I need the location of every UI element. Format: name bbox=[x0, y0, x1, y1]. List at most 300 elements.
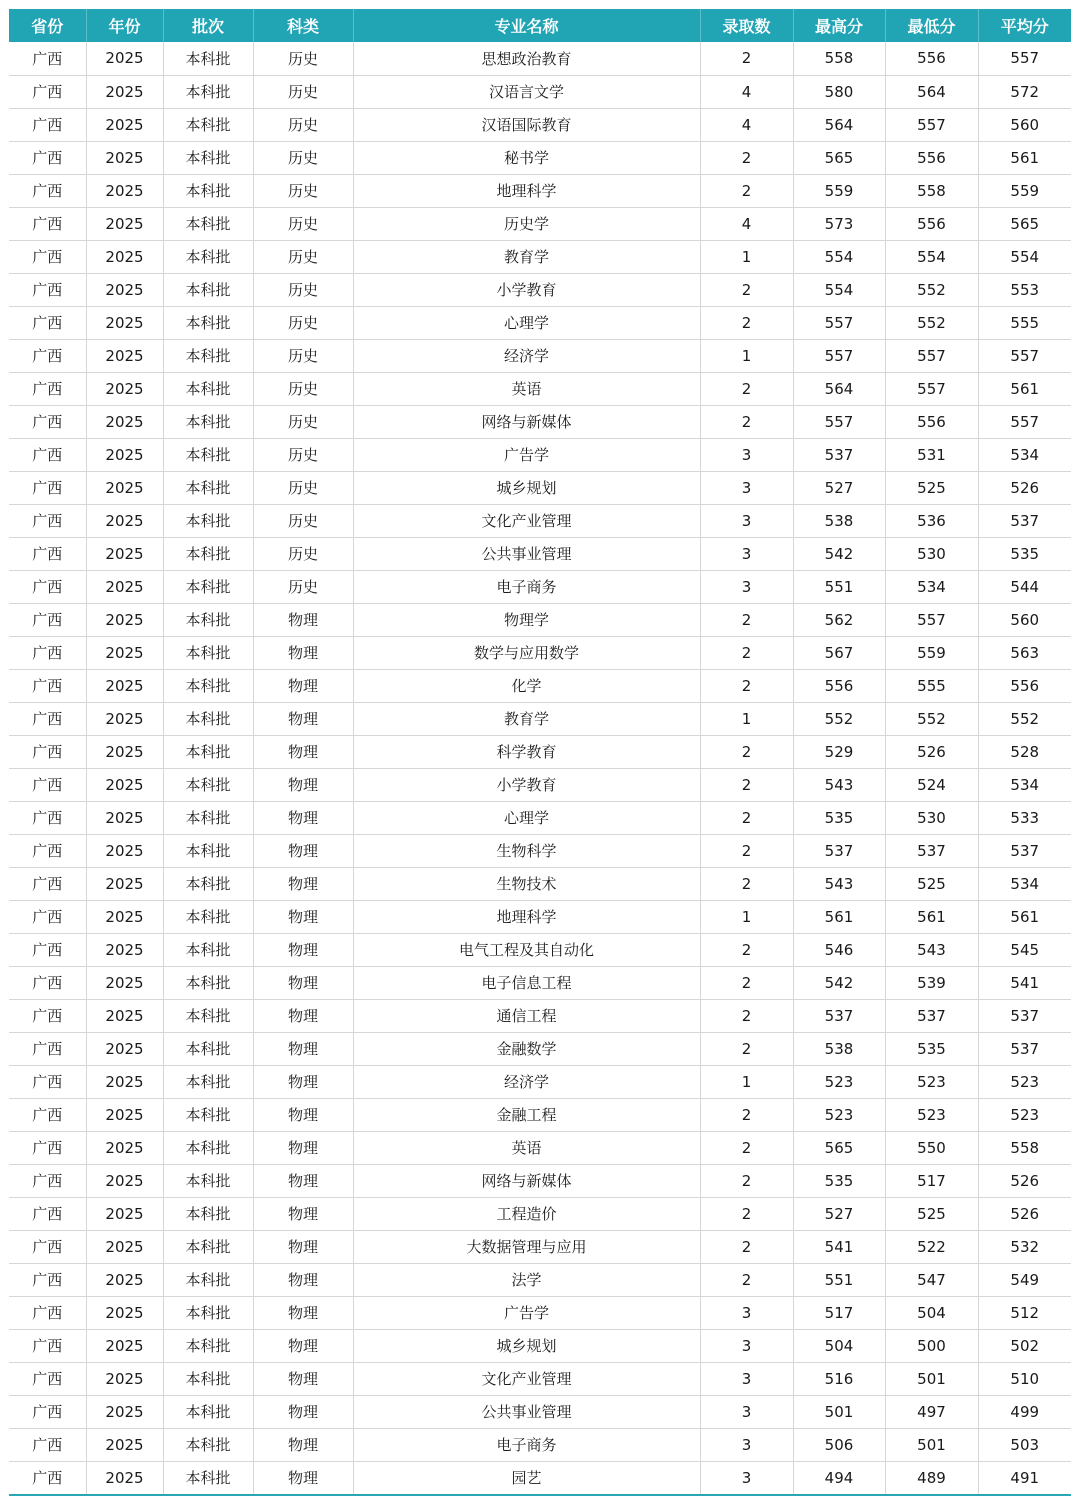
table-row bbox=[9, 1296, 1071, 1329]
table-row bbox=[9, 1362, 1071, 1395]
cell-min-score: 547 bbox=[885, 1263, 978, 1296]
cell-major-name: 广告学 bbox=[353, 438, 700, 471]
table-row bbox=[9, 834, 1071, 867]
cell-subject-category: 历史 bbox=[253, 174, 353, 207]
header-major-name[interactable]: 专业名称 bbox=[353, 9, 700, 42]
cell-max-score: 527 bbox=[793, 1197, 885, 1230]
cell-subject-category: 历史 bbox=[253, 339, 353, 372]
cell-max-score: 542 bbox=[793, 966, 885, 999]
cell-province: 广西 bbox=[9, 867, 86, 900]
cell-subject-category: 历史 bbox=[253, 306, 353, 339]
cell-major-name: 心理学 bbox=[353, 801, 700, 834]
cell-subject-category: 物理 bbox=[253, 1395, 353, 1428]
cell-province: 广西 bbox=[9, 735, 86, 768]
cell-province: 广西 bbox=[9, 1461, 86, 1494]
cell-major-name: 经济学 bbox=[353, 1065, 700, 1098]
table-header-row bbox=[9, 9, 1071, 42]
cell-max-score: 537 bbox=[793, 999, 885, 1032]
cell-province: 广西 bbox=[9, 339, 86, 372]
cell-admitted-count: 1 bbox=[700, 900, 793, 933]
cell-batch: 本科批 bbox=[163, 1362, 253, 1395]
cell-subject-category: 物理 bbox=[253, 867, 353, 900]
cell-subject-category: 物理 bbox=[253, 1362, 353, 1395]
table-row bbox=[9, 636, 1071, 669]
cell-batch: 本科批 bbox=[163, 537, 253, 570]
cell-year: 2025 bbox=[86, 834, 163, 867]
cell-major-name: 网络与新媒体 bbox=[353, 405, 700, 438]
cell-avg-score: 554 bbox=[978, 240, 1071, 273]
cell-avg-score: 534 bbox=[978, 438, 1071, 471]
cell-max-score: 538 bbox=[793, 504, 885, 537]
table-row bbox=[9, 801, 1071, 834]
cell-admitted-count: 3 bbox=[700, 1362, 793, 1395]
cell-min-score: 556 bbox=[885, 405, 978, 438]
cell-batch: 本科批 bbox=[163, 768, 253, 801]
cell-min-score: 555 bbox=[885, 669, 978, 702]
cell-subject-category: 历史 bbox=[253, 42, 353, 75]
table-row bbox=[9, 405, 1071, 438]
cell-avg-score: 537 bbox=[978, 504, 1071, 537]
cell-year: 2025 bbox=[86, 669, 163, 702]
cell-batch: 本科批 bbox=[163, 1296, 253, 1329]
table-row bbox=[9, 1329, 1071, 1362]
cell-major-name: 城乡规划 bbox=[353, 471, 700, 504]
cell-year: 2025 bbox=[86, 1362, 163, 1395]
cell-max-score: 561 bbox=[793, 900, 885, 933]
table-row bbox=[9, 1461, 1071, 1494]
table-row bbox=[9, 372, 1071, 405]
cell-max-score: 516 bbox=[793, 1362, 885, 1395]
cell-admitted-count: 2 bbox=[700, 372, 793, 405]
cell-min-score: 559 bbox=[885, 636, 978, 669]
cell-avg-score: 558 bbox=[978, 1131, 1071, 1164]
cell-province: 广西 bbox=[9, 108, 86, 141]
cell-min-score: 552 bbox=[885, 273, 978, 306]
cell-batch: 本科批 bbox=[163, 1065, 253, 1098]
header-batch[interactable]: 批次 bbox=[163, 9, 253, 42]
table-row bbox=[9, 702, 1071, 735]
admission-table-container bbox=[9, 9, 1071, 1496]
cell-major-name: 城乡规划 bbox=[353, 1329, 700, 1362]
cell-major-name: 文化产业管理 bbox=[353, 1362, 700, 1395]
cell-subject-category: 物理 bbox=[253, 933, 353, 966]
cell-admitted-count: 3 bbox=[700, 438, 793, 471]
cell-major-name: 物理学 bbox=[353, 603, 700, 636]
cell-admitted-count: 1 bbox=[700, 1065, 793, 1098]
header-avg-score[interactable]: 平均分 bbox=[1000, 17, 1049, 36]
cell-batch: 本科批 bbox=[163, 75, 253, 108]
cell-admitted-count: 2 bbox=[700, 966, 793, 999]
cell-major-name: 经济学 bbox=[353, 339, 700, 372]
cell-avg-score: 533 bbox=[978, 801, 1071, 834]
cell-subject-category: 物理 bbox=[253, 1164, 353, 1197]
table-row bbox=[9, 471, 1071, 504]
cell-year: 2025 bbox=[86, 1329, 163, 1362]
cell-admitted-count: 2 bbox=[700, 669, 793, 702]
cell-batch: 本科批 bbox=[163, 735, 253, 768]
cell-subject-category: 物理 bbox=[253, 735, 353, 768]
cell-min-score: 535 bbox=[885, 1032, 978, 1065]
cell-major-name: 化学 bbox=[353, 669, 700, 702]
cell-province: 广西 bbox=[9, 801, 86, 834]
cell-batch: 本科批 bbox=[163, 240, 253, 273]
cell-max-score: 541 bbox=[793, 1230, 885, 1263]
cell-min-score: 523 bbox=[885, 1065, 978, 1098]
cell-batch: 本科批 bbox=[163, 1032, 253, 1065]
header-province[interactable]: 省份 bbox=[9, 9, 86, 42]
cell-avg-score: 534 bbox=[978, 867, 1071, 900]
cell-subject-category: 物理 bbox=[253, 966, 353, 999]
cell-max-score: 554 bbox=[793, 240, 885, 273]
cell-province: 广西 bbox=[9, 504, 86, 537]
cell-major-name: 汉语国际教育 bbox=[353, 108, 700, 141]
cell-min-score: 530 bbox=[885, 537, 978, 570]
cell-batch: 本科批 bbox=[163, 1461, 253, 1494]
cell-admitted-count: 2 bbox=[700, 867, 793, 900]
cell-max-score: 506 bbox=[793, 1428, 885, 1461]
cell-subject-category: 物理 bbox=[253, 801, 353, 834]
cell-province: 广西 bbox=[9, 603, 86, 636]
cell-year: 2025 bbox=[86, 207, 163, 240]
cell-batch: 本科批 bbox=[163, 933, 253, 966]
cell-batch: 本科批 bbox=[163, 504, 253, 537]
cell-batch: 本科批 bbox=[163, 801, 253, 834]
cell-admitted-count: 4 bbox=[700, 207, 793, 240]
cell-subject-category: 历史 bbox=[253, 372, 353, 405]
cell-year: 2025 bbox=[86, 966, 163, 999]
cell-year: 2025 bbox=[86, 438, 163, 471]
cell-max-score: 535 bbox=[793, 801, 885, 834]
cell-province: 广西 bbox=[9, 174, 86, 207]
cell-max-score: 535 bbox=[793, 1164, 885, 1197]
cell-avg-score: 544 bbox=[978, 570, 1071, 603]
cell-max-score: 554 bbox=[793, 273, 885, 306]
table-row bbox=[9, 174, 1071, 207]
cell-min-score: 539 bbox=[885, 966, 978, 999]
cell-min-score: 557 bbox=[885, 339, 978, 372]
table-row bbox=[9, 933, 1071, 966]
cell-subject-category: 历史 bbox=[253, 207, 353, 240]
table-row bbox=[9, 438, 1071, 471]
table-row bbox=[9, 141, 1071, 174]
cell-subject-category: 物理 bbox=[253, 1065, 353, 1098]
cell-max-score: 523 bbox=[793, 1098, 885, 1131]
cell-province: 广西 bbox=[9, 1263, 86, 1296]
cell-batch: 本科批 bbox=[163, 900, 253, 933]
cell-subject-category: 物理 bbox=[253, 834, 353, 867]
cell-subject-category: 物理 bbox=[253, 900, 353, 933]
cell-admitted-count: 1 bbox=[700, 702, 793, 735]
cell-year: 2025 bbox=[86, 537, 163, 570]
cell-province: 广西 bbox=[9, 1329, 86, 1362]
cell-batch: 本科批 bbox=[163, 702, 253, 735]
cell-admitted-count: 3 bbox=[700, 1296, 793, 1329]
cell-avg-score: 565 bbox=[978, 207, 1071, 240]
cell-admitted-count: 4 bbox=[700, 108, 793, 141]
table-row bbox=[9, 900, 1071, 933]
cell-year: 2025 bbox=[86, 735, 163, 768]
cell-min-score: 524 bbox=[885, 768, 978, 801]
cell-avg-score: 557 bbox=[978, 405, 1071, 438]
cell-avg-score: 561 bbox=[978, 141, 1071, 174]
cell-min-score: 556 bbox=[885, 207, 978, 240]
cell-avg-score: 499 bbox=[978, 1395, 1071, 1428]
cell-min-score: 501 bbox=[885, 1362, 978, 1395]
cell-subject-category: 物理 bbox=[253, 1131, 353, 1164]
cell-admitted-count: 2 bbox=[700, 306, 793, 339]
cell-avg-score: 559 bbox=[978, 174, 1071, 207]
cell-avg-score: 535 bbox=[978, 537, 1071, 570]
cell-major-name: 地理科学 bbox=[353, 900, 700, 933]
cell-min-score: 543 bbox=[885, 933, 978, 966]
cell-admitted-count: 2 bbox=[700, 834, 793, 867]
cell-batch: 本科批 bbox=[163, 174, 253, 207]
cell-year: 2025 bbox=[86, 240, 163, 273]
cell-admitted-count: 1 bbox=[700, 240, 793, 273]
cell-admitted-count: 2 bbox=[700, 1164, 793, 1197]
cell-admitted-count: 3 bbox=[700, 504, 793, 537]
cell-max-score: 538 bbox=[793, 1032, 885, 1065]
cell-province: 广西 bbox=[9, 1296, 86, 1329]
header-admitted-count[interactable]: 录取数 bbox=[700, 9, 793, 42]
cell-max-score: 504 bbox=[793, 1329, 885, 1362]
cell-province: 广西 bbox=[9, 537, 86, 570]
cell-subject-category: 物理 bbox=[253, 1461, 353, 1494]
cell-min-score: 504 bbox=[885, 1296, 978, 1329]
cell-year: 2025 bbox=[86, 768, 163, 801]
cell-major-name: 历史学 bbox=[353, 207, 700, 240]
cell-province: 广西 bbox=[9, 570, 86, 603]
cell-avg-score: 502 bbox=[978, 1329, 1071, 1362]
cell-major-name: 法学 bbox=[353, 1263, 700, 1296]
cell-major-name: 汉语言文学 bbox=[353, 75, 700, 108]
cell-batch: 本科批 bbox=[163, 141, 253, 174]
cell-year: 2025 bbox=[86, 306, 163, 339]
cell-max-score: 557 bbox=[793, 405, 885, 438]
cell-province: 广西 bbox=[9, 1032, 86, 1065]
cell-admitted-count: 2 bbox=[700, 768, 793, 801]
cell-min-score: 556 bbox=[885, 141, 978, 174]
cell-major-name: 小学教育 bbox=[353, 768, 700, 801]
cell-province: 广西 bbox=[9, 1395, 86, 1428]
cell-max-score: 556 bbox=[793, 669, 885, 702]
cell-batch: 本科批 bbox=[163, 1428, 253, 1461]
table-row bbox=[9, 768, 1071, 801]
cell-admitted-count: 2 bbox=[700, 273, 793, 306]
cell-avg-score: 557 bbox=[978, 339, 1071, 372]
cell-admitted-count: 2 bbox=[700, 933, 793, 966]
cell-subject-category: 历史 bbox=[253, 504, 353, 537]
cell-batch: 本科批 bbox=[163, 1230, 253, 1263]
table-row bbox=[9, 1263, 1071, 1296]
table-row bbox=[9, 108, 1071, 141]
cell-batch: 本科批 bbox=[163, 339, 253, 372]
cell-subject-category: 物理 bbox=[253, 999, 353, 1032]
cell-batch: 本科批 bbox=[163, 570, 253, 603]
cell-major-name: 电子商务 bbox=[353, 1428, 700, 1461]
cell-major-name: 文化产业管理 bbox=[353, 504, 700, 537]
cell-min-score: 550 bbox=[885, 1131, 978, 1164]
cell-batch: 本科批 bbox=[163, 372, 253, 405]
cell-min-score: 534 bbox=[885, 570, 978, 603]
cell-major-name: 金融工程 bbox=[353, 1098, 700, 1131]
cell-batch: 本科批 bbox=[163, 834, 253, 867]
cell-province: 广西 bbox=[9, 405, 86, 438]
cell-admitted-count: 2 bbox=[700, 141, 793, 174]
cell-batch: 本科批 bbox=[163, 1197, 253, 1230]
table-row bbox=[9, 1032, 1071, 1065]
table-row bbox=[9, 999, 1071, 1032]
cell-max-score: 494 bbox=[793, 1461, 885, 1494]
cell-batch: 本科批 bbox=[163, 636, 253, 669]
cell-avg-score: 512 bbox=[978, 1296, 1071, 1329]
cell-subject-category: 历史 bbox=[253, 75, 353, 108]
cell-min-score: 497 bbox=[885, 1395, 978, 1428]
cell-province: 广西 bbox=[9, 207, 86, 240]
table-row bbox=[9, 1428, 1071, 1461]
table-row bbox=[9, 1230, 1071, 1263]
cell-province: 广西 bbox=[9, 75, 86, 108]
cell-province: 广西 bbox=[9, 240, 86, 273]
cell-max-score: 537 bbox=[793, 834, 885, 867]
header-year[interactable]: 年份 bbox=[86, 9, 163, 42]
cell-batch: 本科批 bbox=[163, 471, 253, 504]
cell-batch: 本科批 bbox=[163, 42, 253, 75]
cell-admitted-count: 3 bbox=[700, 1461, 793, 1494]
cell-avg-score: 552 bbox=[978, 702, 1071, 735]
cell-year: 2025 bbox=[86, 174, 163, 207]
cell-province: 广西 bbox=[9, 999, 86, 1032]
cell-avg-score: 545 bbox=[978, 933, 1071, 966]
cell-avg-score: 526 bbox=[978, 1197, 1071, 1230]
cell-subject-category: 历史 bbox=[253, 141, 353, 174]
table-row bbox=[9, 603, 1071, 636]
cell-year: 2025 bbox=[86, 141, 163, 174]
cell-batch: 本科批 bbox=[163, 273, 253, 306]
cell-batch: 本科批 bbox=[163, 1395, 253, 1428]
table-row bbox=[9, 1395, 1071, 1428]
cell-min-score: 523 bbox=[885, 1098, 978, 1131]
cell-admitted-count: 3 bbox=[700, 537, 793, 570]
cell-province: 广西 bbox=[9, 636, 86, 669]
cell-year: 2025 bbox=[86, 1065, 163, 1098]
cell-year: 2025 bbox=[86, 405, 163, 438]
table-row bbox=[9, 537, 1071, 570]
cell-avg-score: 526 bbox=[978, 471, 1071, 504]
table-row bbox=[9, 240, 1071, 273]
cell-province: 广西 bbox=[9, 1131, 86, 1164]
cell-year: 2025 bbox=[86, 108, 163, 141]
cell-admitted-count: 2 bbox=[700, 801, 793, 834]
cell-subject-category: 历史 bbox=[253, 471, 353, 504]
cell-major-name: 心理学 bbox=[353, 306, 700, 339]
table-row bbox=[9, 273, 1071, 306]
table-body bbox=[9, 42, 1071, 1494]
cell-batch: 本科批 bbox=[163, 1098, 253, 1131]
cell-year: 2025 bbox=[86, 372, 163, 405]
cell-subject-category: 历史 bbox=[253, 108, 353, 141]
cell-min-score: 525 bbox=[885, 471, 978, 504]
table-row bbox=[9, 1131, 1071, 1164]
cell-min-score: 557 bbox=[885, 603, 978, 636]
cell-major-name: 思想政治教育 bbox=[353, 42, 700, 75]
cell-year: 2025 bbox=[86, 273, 163, 306]
cell-min-score: 525 bbox=[885, 1197, 978, 1230]
cell-min-score: 537 bbox=[885, 999, 978, 1032]
cell-max-score: 552 bbox=[793, 702, 885, 735]
cell-min-score: 552 bbox=[885, 702, 978, 735]
table-row bbox=[9, 867, 1071, 900]
table-row bbox=[9, 207, 1071, 240]
cell-batch: 本科批 bbox=[163, 438, 253, 471]
cell-major-name: 公共事业管理 bbox=[353, 537, 700, 570]
cell-avg-score: 537 bbox=[978, 1032, 1071, 1065]
cell-subject-category: 历史 bbox=[253, 438, 353, 471]
header-max-score[interactable]: 最高分 bbox=[793, 9, 885, 42]
cell-avg-score: 549 bbox=[978, 1263, 1071, 1296]
cell-subject-category: 物理 bbox=[253, 1428, 353, 1461]
cell-avg-score: 526 bbox=[978, 1164, 1071, 1197]
cell-max-score: 523 bbox=[793, 1065, 885, 1098]
cell-avg-score: 561 bbox=[978, 372, 1071, 405]
cell-min-score: 489 bbox=[885, 1461, 978, 1494]
cell-subject-category: 历史 bbox=[253, 405, 353, 438]
cell-min-score: 552 bbox=[885, 306, 978, 339]
cell-province: 广西 bbox=[9, 141, 86, 174]
cell-major-name: 电子商务 bbox=[353, 570, 700, 603]
cell-max-score: 557 bbox=[793, 306, 885, 339]
cell-major-name: 广告学 bbox=[353, 1296, 700, 1329]
cell-max-score: 580 bbox=[793, 75, 885, 108]
cell-avg-score: 541 bbox=[978, 966, 1071, 999]
cell-avg-score: 523 bbox=[978, 1065, 1071, 1098]
cell-province: 广西 bbox=[9, 1065, 86, 1098]
cell-year: 2025 bbox=[86, 1131, 163, 1164]
cell-province: 广西 bbox=[9, 834, 86, 867]
cell-avg-score: 491 bbox=[1010, 1468, 1040, 1487]
cell-province: 广西 bbox=[9, 471, 86, 504]
cell-province: 广西 bbox=[9, 933, 86, 966]
cell-admitted-count: 2 bbox=[700, 1230, 793, 1263]
cell-avg-score: 560 bbox=[978, 108, 1071, 141]
cell-province: 广西 bbox=[9, 966, 86, 999]
cell-batch: 本科批 bbox=[163, 867, 253, 900]
cell-province: 广西 bbox=[9, 1428, 86, 1461]
cell-admitted-count: 3 bbox=[700, 1329, 793, 1362]
cell-max-score: 527 bbox=[793, 471, 885, 504]
cell-min-score: 531 bbox=[885, 438, 978, 471]
cell-admitted-count: 2 bbox=[700, 636, 793, 669]
cell-year: 2025 bbox=[86, 570, 163, 603]
header-min-score[interactable]: 最低分 bbox=[885, 9, 978, 42]
header-subject-category[interactable]: 科类 bbox=[253, 9, 353, 42]
cell-admitted-count: 2 bbox=[700, 405, 793, 438]
cell-min-score: 525 bbox=[885, 867, 978, 900]
cell-max-score: 565 bbox=[793, 141, 885, 174]
cell-major-name: 英语 bbox=[353, 1131, 700, 1164]
cell-min-score: 501 bbox=[885, 1428, 978, 1461]
cell-avg-score: 557 bbox=[978, 42, 1071, 75]
table-row bbox=[9, 1065, 1071, 1098]
cell-max-score: 573 bbox=[793, 207, 885, 240]
cell-subject-category: 物理 bbox=[253, 603, 353, 636]
cell-admitted-count: 3 bbox=[700, 570, 793, 603]
admission-scores-table bbox=[9, 9, 1071, 1494]
cell-max-score: 565 bbox=[793, 1131, 885, 1164]
cell-admitted-count: 2 bbox=[700, 1197, 793, 1230]
cell-admitted-count: 2 bbox=[700, 1263, 793, 1296]
cell-year: 2025 bbox=[86, 1032, 163, 1065]
